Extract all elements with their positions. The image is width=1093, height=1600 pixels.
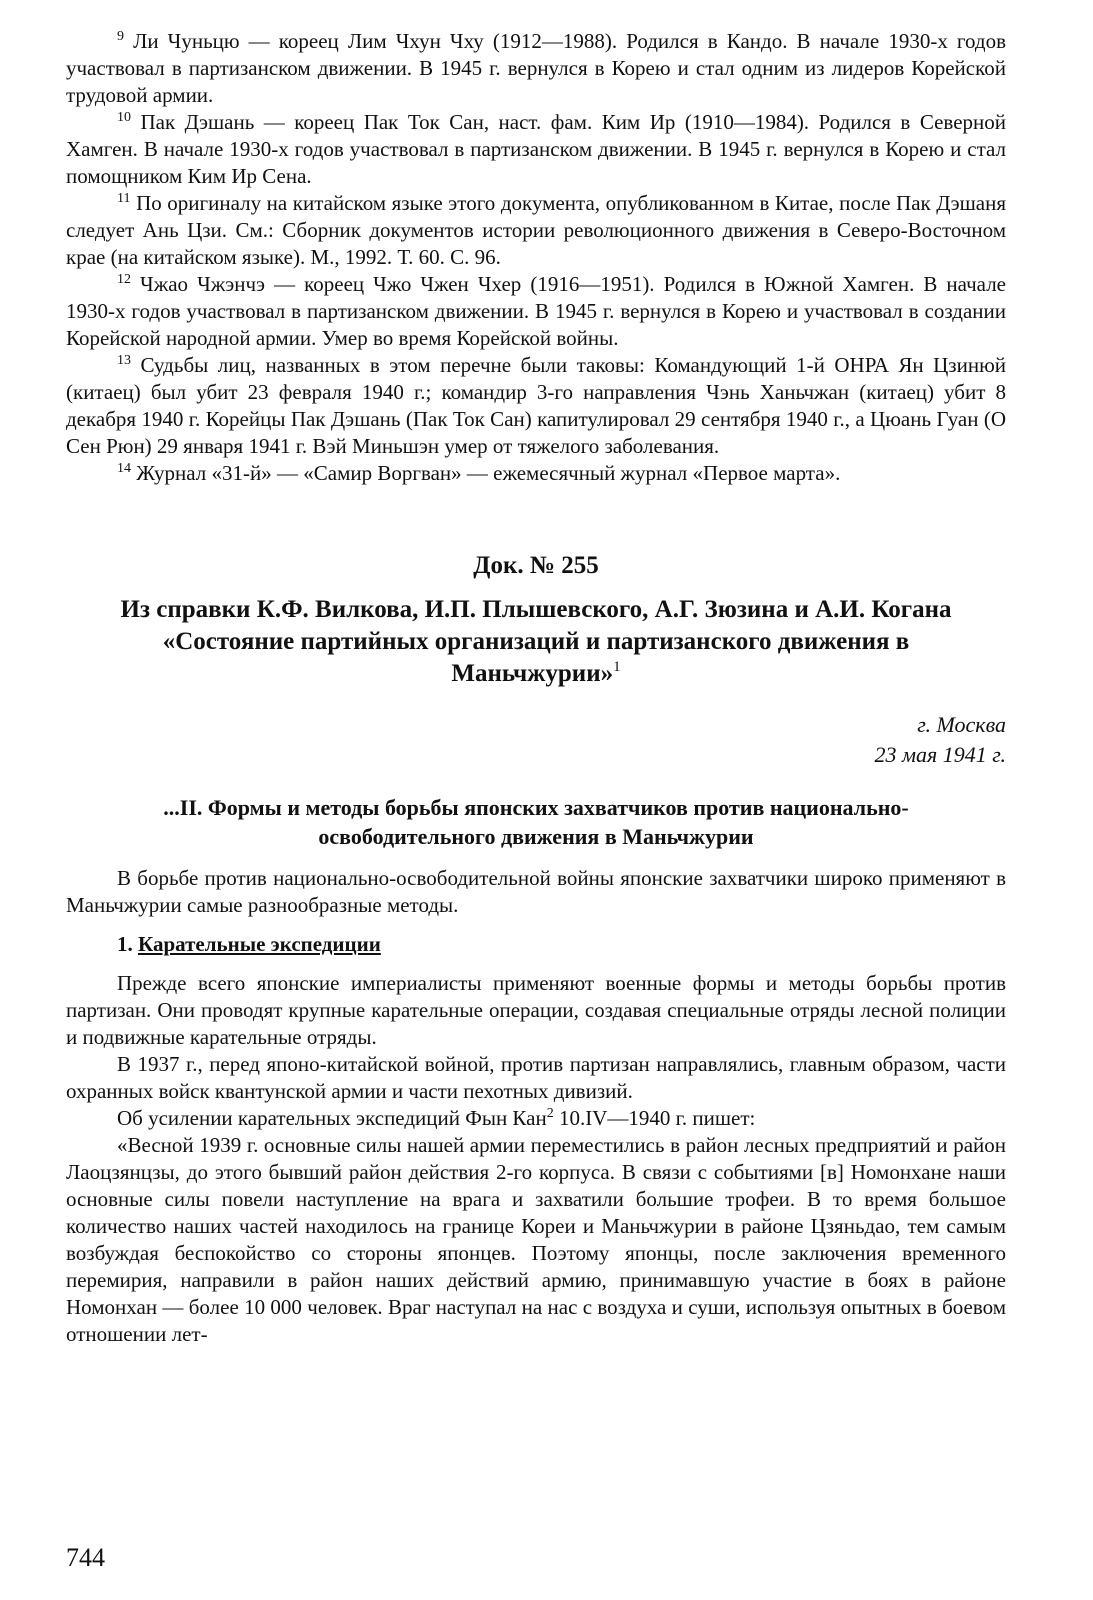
document-number: Док. № 255 xyxy=(473,552,599,579)
footnote-text: Судьбы лиц, названных в этом перечне были таковы: Командующий 1-й ОНРА Ян Цзинюй (китаец) был убит 23 февраля 1940 г.; командир 3-го направления Чэнь Ханьчжан (китаец) убит 8 декабря 1940 г. Корейцы Пак Дэшань (Пак Ток Сан) капитулировал 29 сентября 1940 г., а Цюань Гуан (О Сен Рюн) 29 января 1941 г. Вэй Миньшэн умер от тяжелого заболевания. xyxy=(66,353,1006,458)
note-ref-2: 2 xyxy=(546,1106,554,1121)
footnote-number: 11 xyxy=(117,191,131,206)
section-heading: ...II. Формы и методы борьбы японских захватчиков против национально-освободительного движения в Маньчжурии xyxy=(163,795,909,849)
footnote-text: Ли Чуньцю — кореец Лим Чхун Чху (1912—1988). Родился в Кандо. В начале 1930-х годов участвовал в партизанском движении. В 1945 г. вернулся в Корею и стал одним из лидеров Корейской трудовой армии. xyxy=(66,29,1007,107)
footnote-number: 13 xyxy=(117,353,131,368)
footnote-11 xyxy=(66,190,1006,271)
paragraph-4: «Весной 1939 г. основные силы нашей армии переместились в район лесных предприятий и район Лаоцзянцзы, до этого бывший район действия 2-го корпуса. В связи с событиями [в] Номонхане наши основные силы повели наступление на врага и захватили большие трофеи. В то время большое количество наших частей находилось на границе Кореи и Маньчжурии в районе Цзяньдао, тем самым возбуждая беспокойство со стороны японцев. Поэтому японцы, после заключения временного перемирия, направили в район наших действий армию, принимавшую участие в боях в районе Номонхан — более 10 000 человек. Враг наступал на нас с воздуха и суши, используя опытных в боевом отношении лет- xyxy=(66,1133,1006,1346)
document-body xyxy=(66,865,1006,1348)
document-date: 23 мая 1941 г. xyxy=(874,742,1006,767)
place-date xyxy=(66,710,1006,770)
subsection-number: 1. xyxy=(117,932,133,956)
paragraph-3-text-b: 10.IV—1940 г. пишет: xyxy=(553,1106,756,1130)
footnotes xyxy=(66,28,1006,487)
document-title-text: Из справки К.Ф. Вилкова, И.П. Плышевского, А.Г. Зюзина и А.И. Когана «Состояние партийных организаций и партизанского движения в Маньчжурии» xyxy=(120,596,952,687)
document-place: г. Москва xyxy=(917,712,1006,737)
page-content xyxy=(66,28,1006,1348)
footnote-14 xyxy=(66,460,1006,487)
page-number: 744 xyxy=(66,1543,105,1572)
footnote-text: Журнал «31-й» — «Самир Воргван» — ежемесячный журнал «Первое марта». xyxy=(136,461,841,485)
footnote-9 xyxy=(66,28,1006,109)
footnote-number: 12 xyxy=(117,272,131,287)
footnote-13 xyxy=(66,352,1006,460)
footnote-number: 9 xyxy=(117,29,124,44)
footnote-number: 10 xyxy=(117,110,131,125)
footnote-number: 14 xyxy=(117,461,131,476)
footnote-text: Чжао Чжэнчэ — кореец Чжо Чжен Чхер (1916—1951). Родился в Южной Хамген. В начале 1930-х годов участвовал в партизанском движении. В 1945 г. вернулся в Корею и участвовал в создании Корейской народной армии. Умер во время Корейской войны. xyxy=(66,272,1006,350)
paragraph-3 xyxy=(66,1105,1006,1132)
footnote-text: По оригиналу на китайском языке этого документа, опубликованном в Китае, после Пак Дэшаня следует Ань Цзи. См.: Сборник документов истории революционного движения в Северо-Восточном крае (на китайском языке). М., 1992. Т. 60. С. 96. xyxy=(66,191,1007,269)
subsection-heading xyxy=(117,931,1006,958)
footnote-text: Пак Дэшань — кореец Пак Ток Сан, наст. фам. Ким Ир (1910—1984). Родился в Северной Хамген. В начале 1930-х годов участвовал в партизанском движении. В 1945 г. вернулся в Корею и стал помощником Ким Ир Сена. xyxy=(66,110,1006,188)
document-title xyxy=(86,594,986,690)
section-gap xyxy=(66,487,1006,550)
paragraph-1: Прежде всего японские империалисты применяют военные формы и методы борьбы против партизан. Они проводят крупные карательные операции, создавая специальные отряды лесной полиции и подвижные карательные отряды. xyxy=(66,971,1006,1049)
paragraph-3-text-a: Об усилении карательных экспедиций Фын Кан xyxy=(117,1106,547,1130)
intro-paragraph: В борьбе против национально-освободительной войны японские захватчики широко применяют в Маньчжурии самые разнообразные методы. xyxy=(66,866,1006,917)
paragraph-2: В 1937 г., перед японо-китайской войной, против партизан направлялись, главным образом, части охранных войск квантунской армии и части пехотных дивизий. xyxy=(66,1052,1006,1103)
footnote-12 xyxy=(66,271,1006,352)
subsection-title: Карательные экспедиции xyxy=(138,932,381,956)
title-note-ref: 1 xyxy=(613,659,621,675)
footnote-10 xyxy=(66,109,1006,190)
